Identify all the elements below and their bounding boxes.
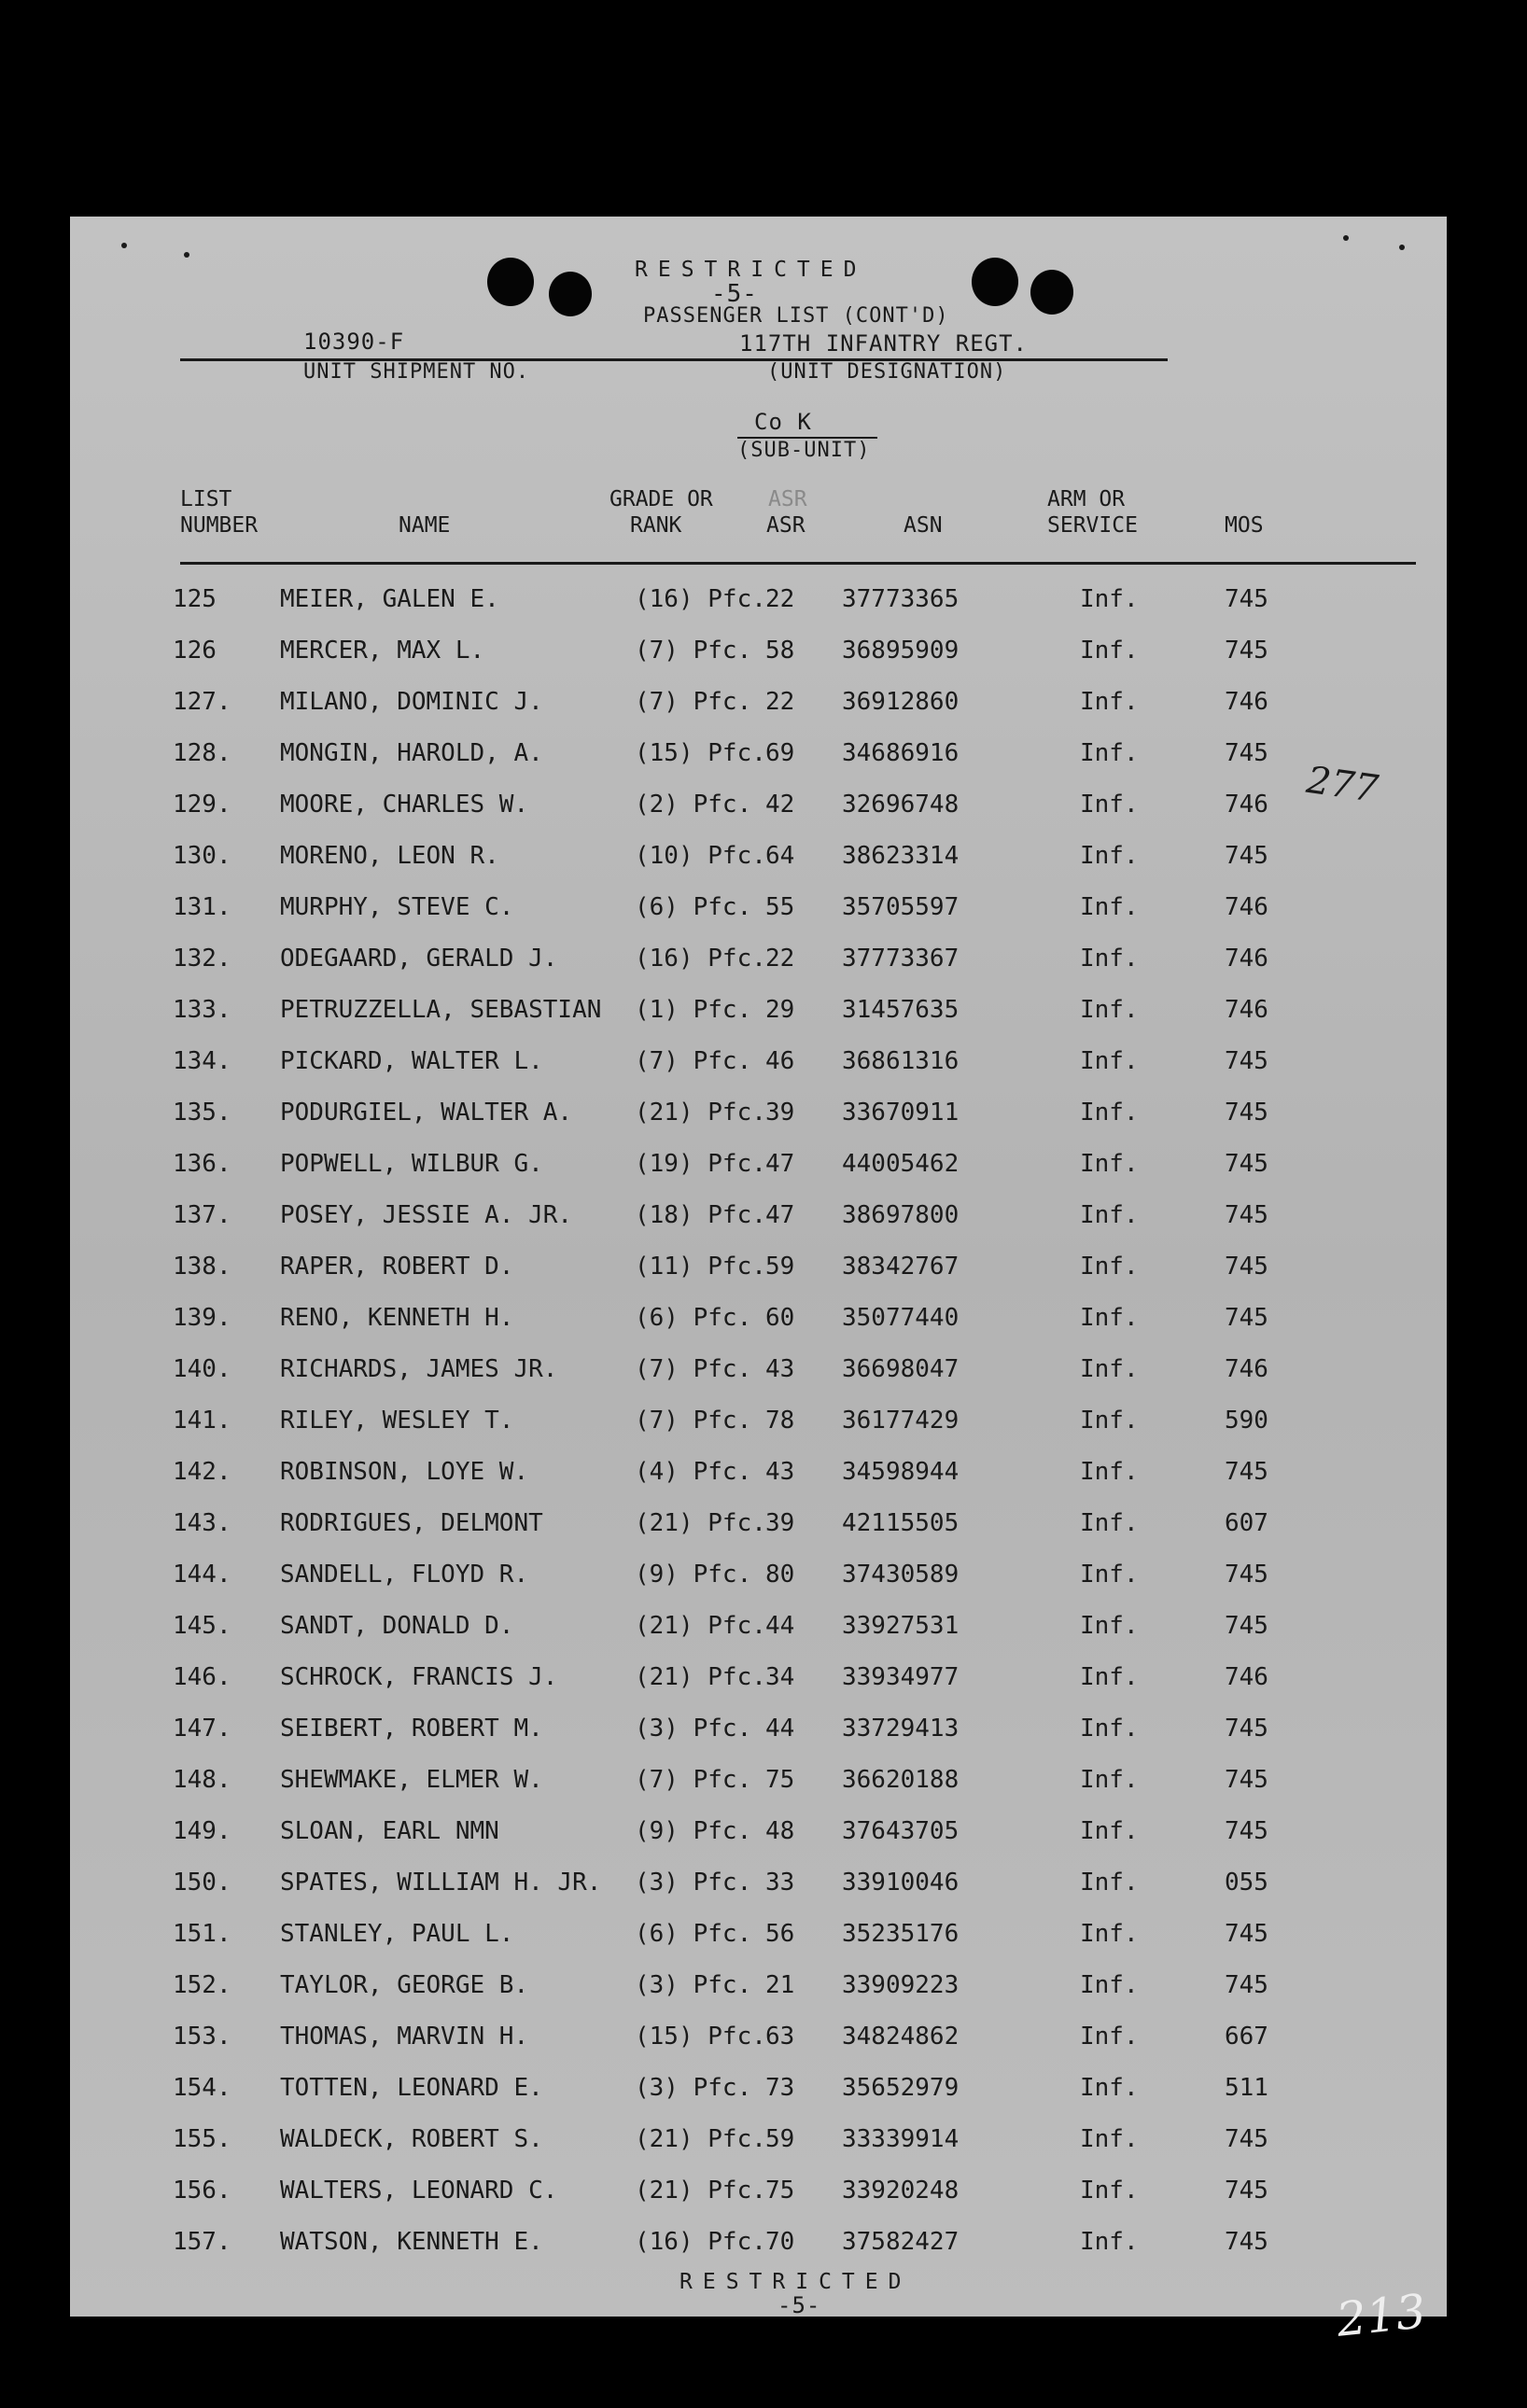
table-row <box>70 739 1447 790</box>
asr-value: 80 <box>765 1561 795 1589</box>
mos-code: 745 <box>1225 1766 1268 1794</box>
passenger-name: SLOAN, EARL NMN <box>280 1817 499 1845</box>
table-row <box>70 842 1447 892</box>
mos-code: 055 <box>1225 1869 1268 1897</box>
mos-code: 745 <box>1225 1047 1268 1075</box>
asn-value: 37773365 <box>842 585 960 613</box>
arm-service: Inf. <box>1080 637 1139 665</box>
asr-value: 44 <box>765 1612 795 1640</box>
mos-code: 590 <box>1225 1407 1268 1435</box>
asn-value: 38342767 <box>842 1253 960 1281</box>
passenger-name: THOMAS, MARVIN H. <box>280 2023 529 2051</box>
col-grade-line2: RANK <box>630 513 682 538</box>
arm-service: Inf. <box>1080 1099 1139 1127</box>
arm-service: Inf. <box>1080 1201 1139 1229</box>
grade-rank: (7) Pfc. <box>635 1047 752 1075</box>
arm-service: Inf. <box>1080 2125 1139 2153</box>
sub-unit-label: (SUB-UNIT) <box>737 439 871 462</box>
passenger-name: MONGIN, HAROLD, A. <box>280 739 543 767</box>
asr-value: 59 <box>765 2125 795 2153</box>
arm-service: Inf. <box>1080 1869 1139 1897</box>
list-number: 130. <box>173 842 231 870</box>
mos-code: 607 <box>1225 1509 1268 1537</box>
table-row <box>70 1407 1447 1457</box>
passenger-name: WALTERS, LEONARD C. <box>280 2177 558 2205</box>
mos-code: 746 <box>1225 1663 1268 1691</box>
speck-mark <box>121 243 127 248</box>
table-row <box>70 1971 1447 2022</box>
list-number: 137. <box>173 1201 231 1229</box>
grade-rank: (9) Pfc. <box>635 1561 752 1589</box>
asn-value: 37582427 <box>842 2228 960 2256</box>
arm-service: Inf. <box>1080 996 1139 1024</box>
table-row <box>70 1304 1447 1354</box>
mos-code: 746 <box>1225 688 1268 716</box>
list-number: 147. <box>173 1715 231 1743</box>
classification-header: RESTRICTED <box>635 258 867 282</box>
asr-value: 34 <box>765 1663 795 1691</box>
punch-hole-left-2 <box>549 272 592 316</box>
list-number: 129. <box>173 791 231 819</box>
passenger-name: TOTTEN, LEONARD E. <box>280 2074 543 2102</box>
mos-code: 745 <box>1225 1920 1268 1948</box>
grade-rank: (2) Pfc. <box>635 791 752 819</box>
mos-code: 745 <box>1225 2177 1268 2205</box>
asr-value: 60 <box>765 1304 795 1332</box>
unit-shipment-no-label: UNIT SHIPMENT NO. <box>303 360 530 384</box>
unit-designation-value: 117TH INFANTRY REGT. <box>739 330 1028 357</box>
asn-value: 35077440 <box>842 1304 960 1332</box>
asn-value: 33934977 <box>842 1663 960 1691</box>
mos-code: 745 <box>1225 2228 1268 2256</box>
table-row <box>70 1509 1447 1560</box>
mos-code: 745 <box>1225 1253 1268 1281</box>
mos-code: 746 <box>1225 791 1268 819</box>
passenger-name: POSEY, JESSIE A. JR. <box>280 1201 573 1229</box>
speck-mark <box>184 252 189 258</box>
table-row <box>70 1355 1447 1406</box>
grade-rank: (21) Pfc. <box>635 1099 766 1127</box>
mos-code: 745 <box>1225 1150 1268 1178</box>
passenger-name: SEIBERT, ROBERT M. <box>280 1715 543 1743</box>
asr-value: 56 <box>765 1920 795 1948</box>
table-row <box>70 1817 1447 1868</box>
asn-value: 33729413 <box>842 1715 960 1743</box>
asr-value: 75 <box>765 1766 795 1794</box>
passenger-name: SPATES, WILLIAM H. JR. <box>280 1869 602 1897</box>
asn-value: 37643705 <box>842 1817 960 1845</box>
asr-value: 48 <box>765 1817 795 1845</box>
asn-value: 33920248 <box>842 2177 960 2205</box>
mos-code: 511 <box>1225 2074 1268 2102</box>
grade-rank: (3) Pfc. <box>635 1971 752 1999</box>
arm-service: Inf. <box>1080 1817 1139 1845</box>
list-number: 152. <box>173 1971 231 1999</box>
handwritten-page-number: 213 <box>1334 2284 1429 2347</box>
asn-value: 32696748 <box>842 791 960 819</box>
asn-value: 36698047 <box>842 1355 960 1383</box>
grade-rank: (7) Pfc. <box>635 1766 752 1794</box>
grade-rank: (1) Pfc. <box>635 996 752 1024</box>
list-number: 154. <box>173 2074 231 2102</box>
table-row <box>70 1047 1447 1098</box>
list-number: 128. <box>173 739 231 767</box>
arm-service: Inf. <box>1080 739 1139 767</box>
document-page <box>70 217 1447 2317</box>
passenger-name: RICHARDS, JAMES JR. <box>280 1355 558 1383</box>
asn-value: 36912860 <box>842 688 960 716</box>
list-number: 141. <box>173 1407 231 1435</box>
asr-value: 47 <box>765 1201 795 1229</box>
list-number: 150. <box>173 1869 231 1897</box>
passenger-name: RILEY, WESLEY T. <box>280 1407 514 1435</box>
mos-code: 667 <box>1225 2023 1268 2051</box>
asn-value: 35235176 <box>842 1920 960 1948</box>
table-row <box>70 637 1447 687</box>
grade-rank: (21) Pfc. <box>635 1509 766 1537</box>
column-header-rule <box>180 562 1416 565</box>
list-number: 149. <box>173 1817 231 1845</box>
arm-service: Inf. <box>1080 1458 1139 1486</box>
asn-value: 38623314 <box>842 842 960 870</box>
asr-value: 78 <box>765 1407 795 1435</box>
mos-code: 745 <box>1225 637 1268 665</box>
arm-service: Inf. <box>1080 1766 1139 1794</box>
asr-value: 33 <box>765 1869 795 1897</box>
asr-value: 39 <box>765 1509 795 1537</box>
arm-service: Inf. <box>1080 2177 1139 2205</box>
list-number: 133. <box>173 996 231 1024</box>
arm-service: Inf. <box>1080 1920 1139 1948</box>
asr-value: 29 <box>765 996 795 1024</box>
table-row <box>70 791 1447 841</box>
asn-value: 38697800 <box>842 1201 960 1229</box>
asr-value: 59 <box>765 1253 795 1281</box>
asn-value: 34598944 <box>842 1458 960 1486</box>
grade-rank: (3) Pfc. <box>635 2074 752 2102</box>
arm-service: Inf. <box>1080 2228 1139 2256</box>
passenger-name: ROBINSON, LOYE W. <box>280 1458 529 1486</box>
passenger-name: SANDT, DONALD D. <box>280 1612 514 1640</box>
asn-value: 36620188 <box>842 1766 960 1794</box>
mos-code: 745 <box>1225 1304 1268 1332</box>
list-number: 135. <box>173 1099 231 1127</box>
mos-code: 745 <box>1225 739 1268 767</box>
asn-value: 33910046 <box>842 1869 960 1897</box>
arm-service: Inf. <box>1080 2023 1139 2051</box>
table-row <box>70 1663 1447 1714</box>
grade-rank: (21) Pfc. <box>635 2125 766 2153</box>
table-row <box>70 945 1447 995</box>
list-number: 156. <box>173 2177 231 2205</box>
list-number: 145. <box>173 1612 231 1640</box>
arm-service: Inf. <box>1080 1047 1139 1075</box>
arm-service: Inf. <box>1080 585 1139 613</box>
grade-rank: (7) Pfc. <box>635 688 752 716</box>
mos-code: 745 <box>1225 1817 1268 1845</box>
mos-code: 746 <box>1225 996 1268 1024</box>
mos-code: 746 <box>1225 1355 1268 1383</box>
passenger-name: MURPHY, STEVE C. <box>280 893 514 921</box>
grade-rank: (15) Pfc. <box>635 2023 766 2051</box>
passenger-name: STANLEY, PAUL L. <box>280 1920 514 1948</box>
list-number: 132. <box>173 945 231 973</box>
speck-mark <box>1343 235 1349 241</box>
list-number: 140. <box>173 1355 231 1383</box>
passenger-name: RODRIGUES, DELMONT <box>280 1509 543 1537</box>
arm-service: Inf. <box>1080 945 1139 973</box>
asn-value: 36177429 <box>842 1407 960 1435</box>
arm-service: Inf. <box>1080 842 1139 870</box>
passenger-name: SANDELL, FLOYD R. <box>280 1561 529 1589</box>
table-row <box>70 2125 1447 2176</box>
asr-value: 70 <box>765 2228 795 2256</box>
grade-rank: (18) Pfc. <box>635 1201 766 1229</box>
handwritten-margin-note: 277 <box>1304 758 1381 812</box>
grade-rank: (16) Pfc. <box>635 945 766 973</box>
grade-rank: (7) Pfc. <box>635 1407 752 1435</box>
asr-value: 73 <box>765 2074 795 2102</box>
grade-rank: (21) Pfc. <box>635 1663 766 1691</box>
table-row <box>70 1920 1447 1970</box>
list-number: 134. <box>173 1047 231 1075</box>
col-mos: MOS <box>1225 513 1264 538</box>
list-number: 139. <box>173 1304 231 1332</box>
list-number: 143. <box>173 1509 231 1537</box>
list-number: 136. <box>173 1150 231 1178</box>
passenger-name: MEIER, GALEN E. <box>280 585 499 613</box>
arm-service: Inf. <box>1080 1971 1139 1999</box>
mos-code: 745 <box>1225 2125 1268 2153</box>
mos-code: 745 <box>1225 1715 1268 1743</box>
table-row <box>70 1099 1447 1149</box>
table-row <box>70 2074 1447 2124</box>
arm-service: Inf. <box>1080 1612 1139 1640</box>
arm-service: Inf. <box>1080 1509 1139 1537</box>
asn-value: 37430589 <box>842 1561 960 1589</box>
grade-rank: (9) Pfc. <box>635 1817 752 1845</box>
passenger-name: ODEGAARD, GERALD J. <box>280 945 558 973</box>
asn-value: 37773367 <box>842 945 960 973</box>
asn-value: 36895909 <box>842 637 960 665</box>
passenger-name: POPWELL, WILBUR G. <box>280 1150 543 1178</box>
list-number: 142. <box>173 1458 231 1486</box>
col-asr-line1: ASR <box>768 487 807 511</box>
arm-service: Inf. <box>1080 688 1139 716</box>
table-row <box>70 1561 1447 1611</box>
table-row <box>70 996 1447 1046</box>
list-number: 148. <box>173 1766 231 1794</box>
grade-rank: (21) Pfc. <box>635 1612 766 1640</box>
list-number: 144. <box>173 1561 231 1589</box>
table-row <box>70 1612 1447 1662</box>
asr-value: 39 <box>765 1099 795 1127</box>
passenger-name: WATSON, KENNETH E. <box>280 2228 543 2256</box>
table-row <box>70 1766 1447 1816</box>
passenger-name: PODURGIEL, WALTER A. <box>280 1099 573 1127</box>
asr-value: 44 <box>765 1715 795 1743</box>
col-arm-line1: ARM OR <box>1047 487 1126 511</box>
col-asn: ASN <box>904 513 943 538</box>
mos-code: 745 <box>1225 1458 1268 1486</box>
asr-value: 21 <box>765 1971 795 1999</box>
asr-value: 64 <box>765 842 795 870</box>
asn-value: 31457635 <box>842 996 960 1024</box>
passenger-name: SHEWMAKE, ELMER W. <box>280 1766 543 1794</box>
asr-value: 58 <box>765 637 795 665</box>
table-row <box>70 688 1447 738</box>
classification-footer: RESTRICTED <box>679 2270 912 2294</box>
col-list-number-line1: LIST <box>180 487 232 511</box>
asr-value: 42 <box>765 791 795 819</box>
speck-mark <box>1399 245 1405 250</box>
arm-service: Inf. <box>1080 1663 1139 1691</box>
asn-value: 35705597 <box>842 893 960 921</box>
grade-rank: (10) Pfc. <box>635 842 766 870</box>
grade-rank: (16) Pfc. <box>635 2228 766 2256</box>
asr-value: 22 <box>765 945 795 973</box>
asn-value: 36861316 <box>842 1047 960 1075</box>
mos-code: 745 <box>1225 1561 1268 1589</box>
list-title: PASSENGER LIST (CONT'D) <box>643 304 949 328</box>
grade-rank: (3) Pfc. <box>635 1715 752 1743</box>
col-asr-line2: ASR <box>766 513 806 538</box>
grade-rank: (6) Pfc. <box>635 1920 752 1948</box>
list-number: 155. <box>173 2125 231 2153</box>
passenger-name: SCHROCK, FRANCIS J. <box>280 1663 558 1691</box>
grade-rank: (11) Pfc. <box>635 1253 766 1281</box>
list-number: 126 <box>173 637 217 665</box>
passenger-name: WALDECK, ROBERT S. <box>280 2125 543 2153</box>
asn-value: 44005462 <box>842 1150 960 1178</box>
grade-rank: (7) Pfc. <box>635 637 752 665</box>
grade-rank: (15) Pfc. <box>635 739 766 767</box>
asn-value: 33927531 <box>842 1612 960 1640</box>
arm-service: Inf. <box>1080 1304 1139 1332</box>
col-name: NAME <box>399 513 451 538</box>
mos-code: 746 <box>1225 893 1268 921</box>
mos-code: 746 <box>1225 945 1268 973</box>
asn-value: 42115505 <box>842 1509 960 1537</box>
grade-rank: (6) Pfc. <box>635 1304 752 1332</box>
list-number: 127. <box>173 688 231 716</box>
mos-code: 745 <box>1225 1201 1268 1229</box>
table-row <box>70 1458 1447 1508</box>
list-number: 151. <box>173 1920 231 1948</box>
passenger-name: MORENO, LEON R. <box>280 842 499 870</box>
grade-rank: (7) Pfc. <box>635 1355 752 1383</box>
grade-rank: (3) Pfc. <box>635 1869 752 1897</box>
table-row <box>70 1150 1447 1200</box>
asn-value: 34686916 <box>842 739 960 767</box>
table-row <box>70 893 1447 944</box>
list-number: 138. <box>173 1253 231 1281</box>
grade-rank: (4) Pfc. <box>635 1458 752 1486</box>
asn-value: 34824862 <box>842 2023 960 2051</box>
col-arm-line2: SERVICE <box>1047 513 1138 538</box>
arm-service: Inf. <box>1080 893 1139 921</box>
passenger-name: TAYLOR, GEORGE B. <box>280 1971 529 1999</box>
page-number-footer: -5- <box>778 2292 821 2318</box>
passenger-name: PETRUZZELLA, SEBASTIAN <box>280 996 602 1024</box>
asr-value: 46 <box>765 1047 795 1075</box>
asr-value: 43 <box>765 1355 795 1383</box>
arm-service: Inf. <box>1080 1561 1139 1589</box>
list-number: 157. <box>173 2228 231 2256</box>
passenger-name: MERCER, MAX L. <box>280 637 485 665</box>
arm-service: Inf. <box>1080 2074 1139 2102</box>
col-list-number-line2: NUMBER <box>180 513 259 538</box>
asr-value: 43 <box>765 1458 795 1486</box>
mos-code: 745 <box>1225 1612 1268 1640</box>
table-row <box>70 1253 1447 1303</box>
list-number: 146. <box>173 1663 231 1691</box>
arm-service: Inf. <box>1080 1253 1139 1281</box>
arm-service: Inf. <box>1080 1715 1139 1743</box>
list-number: 131. <box>173 893 231 921</box>
asr-value: 22 <box>765 688 795 716</box>
grade-rank: (16) Pfc. <box>635 585 766 613</box>
page-number-header: -5- <box>711 280 758 308</box>
punch-hole-left-1 <box>487 258 534 306</box>
list-number: 153. <box>173 2023 231 2051</box>
mos-code: 745 <box>1225 1099 1268 1127</box>
grade-rank: (19) Pfc. <box>635 1150 766 1178</box>
col-grade-line1: GRADE OR <box>609 487 713 511</box>
arm-service: Inf. <box>1080 1355 1139 1383</box>
unit-designation-label: (UNIT DESIGNATION) <box>767 360 1007 384</box>
asn-value: 35652979 <box>842 2074 960 2102</box>
arm-service: Inf. <box>1080 791 1139 819</box>
asn-value: 33339914 <box>842 2125 960 2153</box>
asr-value: 75 <box>765 2177 795 2205</box>
asn-value: 33670911 <box>842 1099 960 1127</box>
table-row <box>70 1201 1447 1252</box>
table-row <box>70 2023 1447 2073</box>
mos-code: 745 <box>1225 842 1268 870</box>
arm-service: Inf. <box>1080 1407 1139 1435</box>
unit-shipment-no-value: 10390-F <box>303 329 405 355</box>
punch-hole-right-2 <box>1030 270 1073 315</box>
asr-value: 47 <box>765 1150 795 1178</box>
mos-code: 745 <box>1225 1971 1268 1999</box>
mos-code: 745 <box>1225 585 1268 613</box>
grade-rank: (6) Pfc. <box>635 893 752 921</box>
asr-value: 63 <box>765 2023 795 2051</box>
asr-value: 55 <box>765 893 795 921</box>
grade-rank: (21) Pfc. <box>635 2177 766 2205</box>
table-row <box>70 2177 1447 2227</box>
passenger-name: RAPER, ROBERT D. <box>280 1253 514 1281</box>
asn-value: 33909223 <box>842 1971 960 1999</box>
passenger-name: MOORE, CHARLES W. <box>280 791 529 819</box>
punch-hole-right-1 <box>972 258 1018 306</box>
table-row <box>70 1715 1447 1765</box>
sub-unit-value: Co K <box>754 409 812 435</box>
table-row <box>70 585 1447 636</box>
list-number: 125 <box>173 585 217 613</box>
asr-value: 69 <box>765 739 795 767</box>
passenger-name: RENO, KENNETH H. <box>280 1304 514 1332</box>
asr-value: 22 <box>765 585 795 613</box>
table-row <box>70 1869 1447 1919</box>
passenger-name: MILANO, DOMINIC J. <box>280 688 543 716</box>
passenger-name: PICKARD, WALTER L. <box>280 1047 543 1075</box>
arm-service: Inf. <box>1080 1150 1139 1178</box>
